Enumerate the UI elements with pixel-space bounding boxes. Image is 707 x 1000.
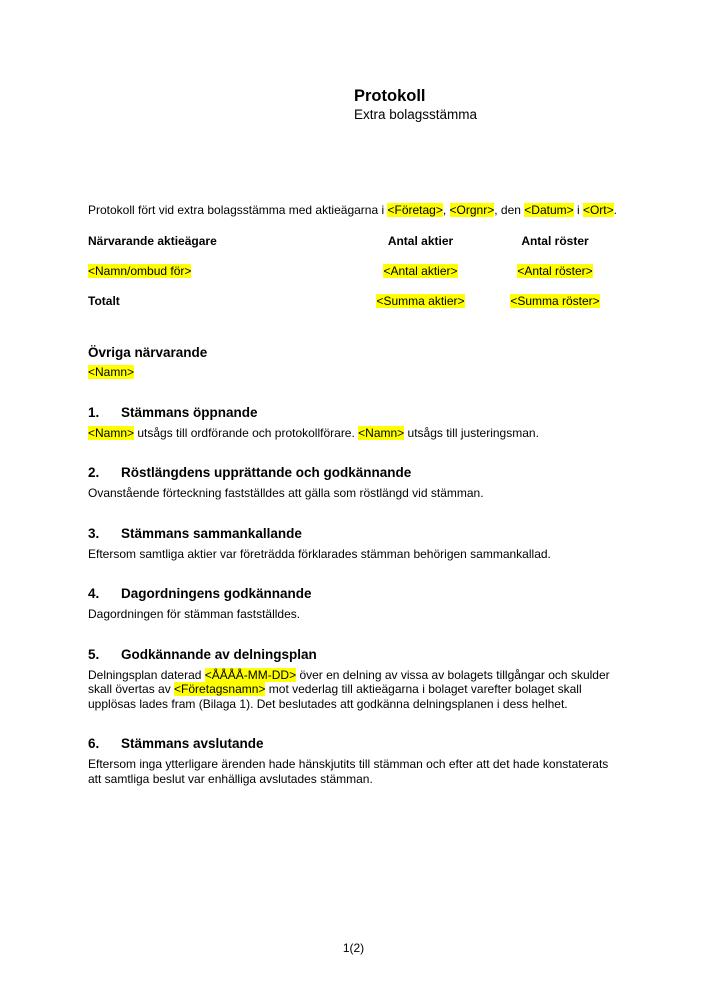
attendee-shares-cell: <Antal aktier> xyxy=(383,263,458,278)
section-1-number: 1. xyxy=(88,404,100,420)
document-title: Protokoll xyxy=(354,87,426,105)
section-2-title: Röstlängdens upprättande och godkännande xyxy=(121,465,412,480)
attendees-header-shares: Antal aktier xyxy=(387,233,454,248)
document-content xyxy=(88,86,622,786)
section-6-number: 6. xyxy=(88,736,100,751)
section-4-title: Dagordningens godkännande xyxy=(121,586,312,601)
section-1-title: Stämmans öppnande xyxy=(121,404,258,420)
section-5-title: Godkännande av delningsplan xyxy=(121,646,317,662)
attendees-data-row xyxy=(88,264,622,279)
title-block xyxy=(354,86,622,123)
section-3 xyxy=(88,525,622,562)
section-3-body: Eftersom samtliga aktier var företrädda förklarades stämman behörigen sammankallad. xyxy=(88,546,551,561)
section-5-number: 5. xyxy=(88,646,100,662)
total-shares-cell: <Summa aktier> xyxy=(376,293,465,308)
page-number: 1(2) xyxy=(342,941,365,955)
section-4 xyxy=(88,585,622,622)
section-4-body: Dagordningen för stämman fastställdes. xyxy=(88,607,301,621)
section-1-body: <Namn> utsågs till ordförande och protokollförare. <Namn> utsågs till justeringsman. xyxy=(88,425,539,440)
intro-paragraph: Protokoll fört vid extra bolagsstämma med aktieägarna i <Företag>, <Orgnr>, den <Datum> i <Ort>. xyxy=(88,203,617,217)
section-6 xyxy=(88,735,622,786)
section-4-number: 4. xyxy=(88,586,100,601)
section-2-heading xyxy=(88,464,622,481)
section-6-body: Eftersom inga ytterligare ärenden hade hänskjutits till stämman och efter att det hade konstaterats att samtliga beslut var enhälliga avslutades stämman. xyxy=(88,757,609,786)
others-present-value: <Namn> xyxy=(88,364,135,379)
section-2 xyxy=(88,464,622,501)
attendee-votes-cell: <Antal röster> xyxy=(517,263,593,278)
section-2-body: Ovanstående förteckning fastställdes att gälla som röstlängd vid stämman. xyxy=(88,486,484,500)
section-3-title: Stämmans sammankallande xyxy=(121,525,302,541)
section-6-heading xyxy=(88,735,622,752)
attendees-header-votes: Antal röster xyxy=(521,233,589,248)
section-1 xyxy=(88,404,622,441)
total-label-cell: Totalt xyxy=(88,293,120,308)
section-3-number: 3. xyxy=(88,525,100,541)
section-6-title: Stämmans avslutande xyxy=(121,736,264,751)
section-5 xyxy=(88,646,622,712)
section-2-number: 2. xyxy=(88,465,100,480)
document-subtitle: Extra bolagsstämma xyxy=(354,107,478,122)
section-3-heading xyxy=(88,525,622,542)
total-votes-cell: <Summa röster> xyxy=(510,293,600,308)
section-5-body: Delningsplan daterad <ÅÅÅÅ-MM-DD> över en delning av vissa av bolagets tillgångar och skulder skall övertas av <Företagsnamn> mot vederlag till aktieägarna i bolaget varefter bolaget skall upplösas lades fram (Bilaga 1). Det beslutades att godkänna delningsplanen i dess helhet. xyxy=(88,667,610,711)
others-present-heading: Övriga närvarande xyxy=(88,344,208,360)
section-5-heading xyxy=(88,646,622,663)
attendee-name-cell: <Namn/ombud för> xyxy=(88,263,192,278)
attendees-header-name: Närvarande aktieägare xyxy=(88,233,217,248)
section-1-heading xyxy=(88,404,622,421)
section-4-heading xyxy=(88,585,622,602)
attendees-table xyxy=(88,234,622,309)
attendees-total-row xyxy=(88,294,622,309)
attendees-header-row xyxy=(88,234,622,249)
